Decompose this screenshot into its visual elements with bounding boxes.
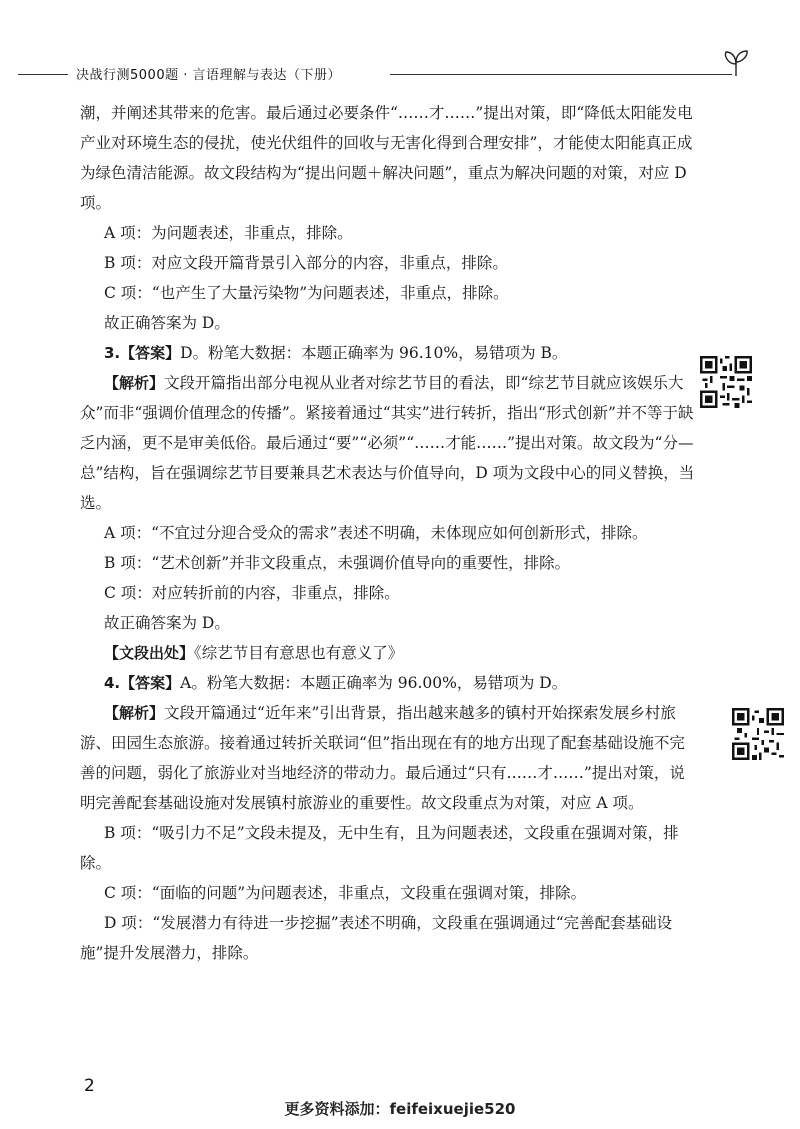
paragraph bbox=[80, 608, 700, 638]
paragraph bbox=[80, 908, 700, 968]
header-rule-right bbox=[390, 74, 732, 75]
paragraph-text: B 项：“艺术创新”并非文段重点，未强调价值导向的重要性，排除。 bbox=[104, 554, 571, 572]
section-tag: 4.【答案】 bbox=[104, 674, 181, 692]
footer-contact-note: 更多资料添加：feifeixuejie520 bbox=[284, 1100, 516, 1118]
section-tag: 3.【答案】 bbox=[104, 344, 181, 362]
running-header bbox=[18, 64, 742, 84]
paragraph-text: 潮，并阐述其带来的危害。最后通过必要条件“……才……”提出对策，即“降低太阳能发电产业对环境生态的侵扰，使光伏组件的回收与无害化得到合理安排”，才能使太阳能真正成为绿色清洁能源。故文段结构为“提出问题＋解决问题”，重点为解决问题的对策，对应 D 项。 bbox=[80, 104, 693, 212]
answer-explanation-body bbox=[80, 98, 700, 968]
paragraph bbox=[80, 98, 700, 218]
paragraph-text: 文段开篇通过“近年来”引出背景，指出越来越多的镇村开始探索发展乡村旅游、田园生态旅游。接着通过转折关联词“但”指出现在有的地方出现了配套基础设施不完善的问题，弱化了旅游业对当地经济的带动力。最后通过“只有……才……”提出对策，说明完善配套基础设施对发展镇村旅游业的重要性。故文段重点为对策，对应 A 项。 bbox=[80, 704, 685, 812]
paragraph bbox=[80, 218, 700, 248]
paragraph bbox=[80, 878, 700, 908]
paragraph-text: C 项：对应转折前的内容，非重点，排除。 bbox=[104, 584, 400, 602]
paragraph-text: C 项：“也产生了大量污染物”为问题表述，非重点，排除。 bbox=[104, 284, 509, 302]
paragraph bbox=[80, 818, 700, 878]
paragraph bbox=[80, 638, 700, 668]
page-number: 2 bbox=[84, 1076, 95, 1096]
paragraph-text: A。粉笔大数据：本题正确率为 96.00%，易错项为 D。 bbox=[180, 674, 568, 692]
paragraph bbox=[80, 548, 700, 578]
paragraph bbox=[80, 518, 700, 548]
paragraph bbox=[80, 248, 700, 278]
paragraph bbox=[80, 368, 700, 518]
book-title: 决战行测5000题 · 言语理解与表达（下册） bbox=[76, 68, 341, 83]
paragraph-text: D。粉笔大数据：本题正确率为 96.10%，易错项为 B。 bbox=[180, 344, 568, 362]
paragraph bbox=[80, 698, 700, 818]
paragraph-text: 故正确答案为 D。 bbox=[104, 314, 230, 332]
paragraph-text: D 项：“发展潜力有待进一步挖掘”表述不明确，文段重在强调通过“完善配套基础设施”提升发展潜力，排除。 bbox=[80, 914, 673, 962]
section-tag: 【解析】 bbox=[104, 704, 165, 722]
paragraph-text: 故正确答案为 D。 bbox=[104, 614, 230, 632]
header-rule-left bbox=[18, 74, 68, 75]
qr-code-icon[interactable] bbox=[700, 356, 752, 408]
section-tag: 【解析】 bbox=[104, 374, 165, 392]
paragraph bbox=[80, 308, 700, 338]
paragraph bbox=[80, 278, 700, 308]
paragraph bbox=[80, 578, 700, 608]
paragraph-text: A 项：为问题表述，非重点，排除。 bbox=[104, 224, 353, 242]
paragraph-text: 文段开篇指出部分电视从业者对综艺节目的看法，即“综艺节目就应该娱乐大众”而非“强调价值理念的传播”。紧接着通过“其实”进行转折，指出“形式创新”并不等于缺乏内涵，更不是审美低俗。最后通过“要”“必须”“……才能……”提出对策。故文段为“分—总”结构，旨在强调综艺节目要兼具艺术表达与价值导向，D 项为文段中心的同义替换，当选。 bbox=[80, 374, 695, 512]
paragraph-text: 《综艺节目有意思也有意义了》 bbox=[194, 644, 404, 662]
paragraph-text: B 项：“吸引力不足”文段未提及，无中生有，且为问题表述，文段重在强调对策，排除。 bbox=[80, 824, 679, 872]
paragraph-text: C 项：“面临的问题”为问题表述，非重点，文段重在强调对策，排除。 bbox=[104, 884, 587, 902]
sprout-icon bbox=[716, 42, 756, 82]
paragraph-text: B 项：对应文段开篇背景引入部分的内容，非重点，排除。 bbox=[104, 254, 508, 272]
paragraph bbox=[80, 668, 700, 698]
paragraph bbox=[80, 338, 700, 368]
qr-code-icon[interactable] bbox=[732, 708, 784, 760]
paragraph-text: A 项：“不宜过分迎合受众的需求”表述不明确，未体现应如何创新形式，排除。 bbox=[104, 524, 648, 542]
section-tag: 【文段出处】 bbox=[104, 644, 195, 662]
